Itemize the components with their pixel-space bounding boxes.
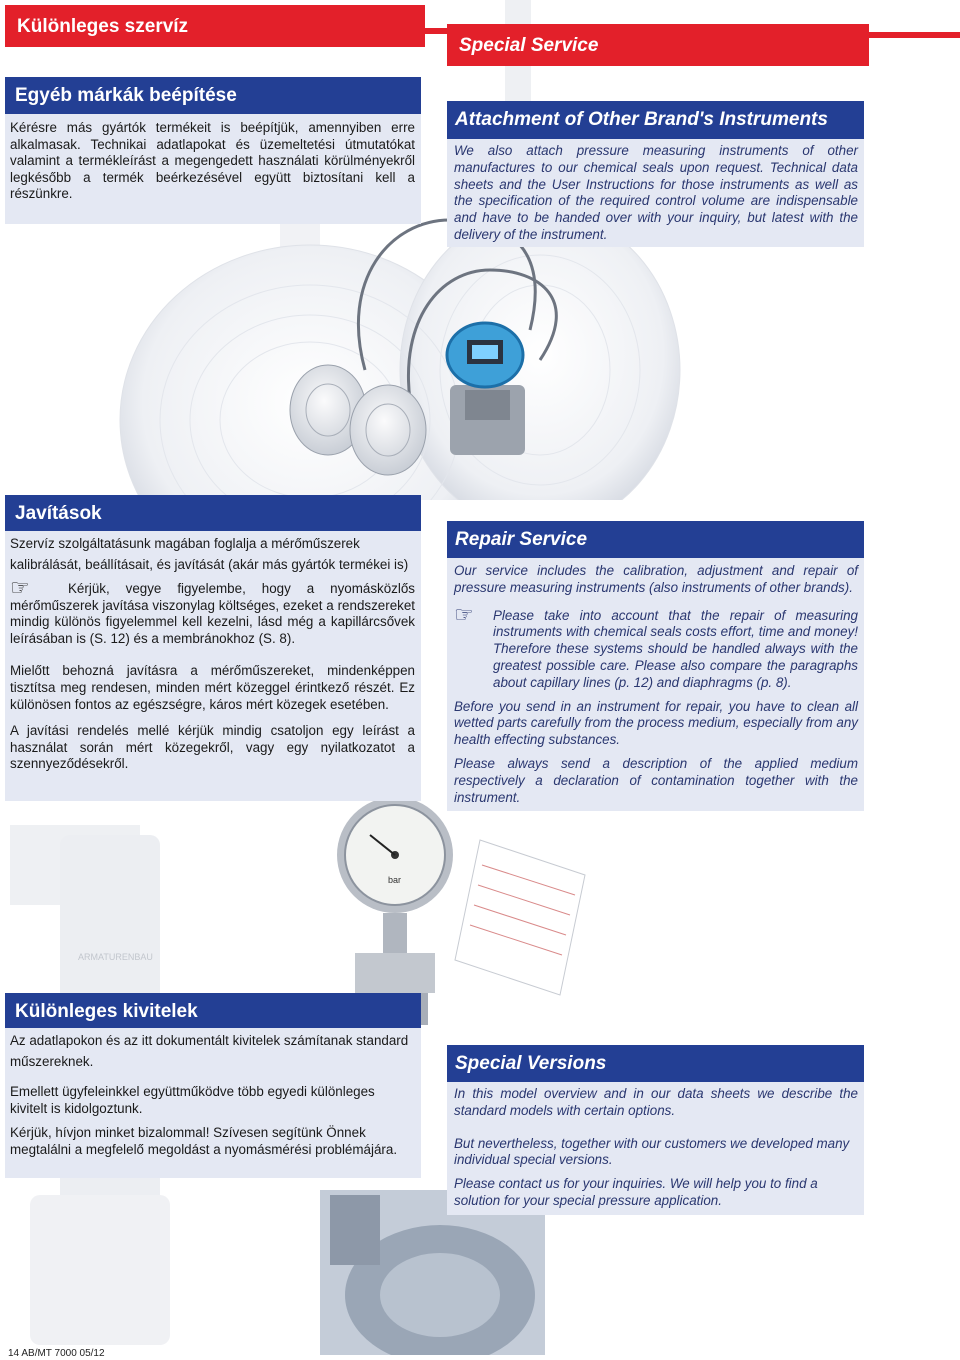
repair-hu-p1: Szervíz szolgáltatásunk magában foglalja a mérőműszerek kalibrálását, beállításait, és javítását (akár más gyártók termékei is)	[10, 536, 409, 572]
repair-en-note: Please take into account that the repair of measuring instruments with chemical seals costs effort, time and money! Therefore these systems should be handled always with the greatest possible care. Please also compare the paragraphs about capillary lines (p. 12) and diaphragms (p. 8).	[493, 607, 858, 690]
special-en-panel	[447, 1082, 864, 1215]
repair-hu-p2: Mielőtt behozná javításra a mérőműszereket, mindenképpen tisztítsa meg rendesen, minden mért közeggel érintkező részét. Ez különösen fontos az egészségre, káros mért közegek esetében.	[10, 663, 415, 712]
special-en-title: Special Versions	[455, 1053, 607, 1074]
brands-en-title-bar	[447, 101, 864, 139]
repair-en-title: Repair Service	[455, 529, 588, 550]
header-hu-title-bar	[5, 5, 425, 47]
special-hu-p1: Az adatlapokon és az itt dokumentált kivitelek számítanak standard műszereknek.	[10, 1033, 409, 1069]
special-en-p2: But nevertheless, together with our customers we developed many individual special versions.	[454, 1135, 850, 1168]
header-red-rule-right	[869, 32, 960, 38]
repair-en-title-bar	[447, 521, 864, 558]
brands-hu-text: Kérésre más gyártók termékeit is beépítjük, amennyiben erre alkalmasak. Technikai adatlapokat és üzemeltetési útmutatókat valamint a termékleírást a megengedett használati körülményekről legkésőbb a termék beérkezésével együtt biztosítani kell a részünkre.	[10, 120, 415, 202]
pointing-hand-icon: ☞	[10, 575, 30, 600]
brands-hu-title: Egyéb márkák beépítése	[15, 85, 237, 106]
pointing-hand-icon-en: ☞	[454, 601, 474, 627]
footer-code: 14 AB/MT 7000 05/12	[8, 1348, 105, 1359]
header-en-title-bar	[447, 24, 869, 66]
gauge-unit-label: bar	[388, 875, 402, 885]
header-red-rule	[425, 28, 447, 34]
brands-hu-panel	[5, 114, 421, 224]
brands-en-title: Attachment of Other Brand's Instruments	[455, 109, 828, 130]
brands-en-panel	[447, 139, 864, 247]
special-hu-title: Különleges kivitelek	[15, 1001, 198, 1022]
special-en-p1: In this model overview and in our data sheets we describe the standard models with certain options.	[454, 1086, 858, 1118]
repair-en-p1: Our service includes the calibration, adjustment and repair of pressure measuring instruments (also instruments of other brands).	[454, 563, 858, 595]
repair-hu-note: Kérjük, vegye figyelembe, hogy a nyomásközlős mérőműszerek javítása viszonylag költséges, ezeket a rendszereket mindig különös figyelemmel kell kezelni, lásd még a kapillárcsővek leírásában is (S. 12) és a membránokhoz (S. 8).	[10, 581, 415, 646]
repair-en-panel	[447, 558, 864, 811]
chemical-seal-illustration	[110, 0, 690, 500]
repair-hu-title-bar	[5, 495, 421, 531]
special-hu-p2: Emellett ügyfeleinkkel együttműködve több egyedi különleges kivitelt is kidolgoztunk.	[10, 1084, 375, 1116]
special-hu-p3: Kérjük, hívjon minket bizalommal! Szívesen segítünk Önnek megtalálni a megfelelő megoldást a nyomásmérési problémájára.	[10, 1125, 398, 1157]
repair-en-p3: Please always send a description of the applied medium respectively a declaration of contamination together with the instrument.	[454, 755, 858, 805]
special-hu-title-bar	[5, 993, 421, 1028]
repair-hu-panel	[5, 531, 421, 801]
header-en-title: Special Service	[459, 35, 599, 56]
transmitter-label: ARMATURENBAU	[78, 952, 153, 962]
repair-hu-p3: A javítási rendelés mellé kérjük mindig csatoljon egy leírást a használat során mért közegekről, vagy egy nyilatkozatot a szennyeződésekről.	[10, 723, 415, 772]
brands-en-text: We also attach pressure measuring instruments of other manufactures to our chemical seals upon request. Technical data sheets and the User Instructions for those instruments as well as the specification of the required control volume are indispensable and have to be handed over with your inquiry, but latest with the delivery of the instrument.	[454, 143, 858, 242]
repair-hu-title: Javítások	[15, 503, 102, 524]
special-en-title-bar	[447, 1045, 864, 1082]
header-hu-title: Különleges szervíz	[17, 16, 189, 37]
repair-en-p2: Before you send in an instrument for repair, you have to clean all wetted parts carefully from the process medium, especially from any health effecting substances.	[454, 698, 858, 748]
brands-hu-title-bar	[5, 77, 421, 114]
special-hu-panel	[5, 1028, 421, 1178]
special-en-p3: Please contact us for your inquiries. We will help you to find a solution for your special pressure application.	[454, 1176, 818, 1208]
